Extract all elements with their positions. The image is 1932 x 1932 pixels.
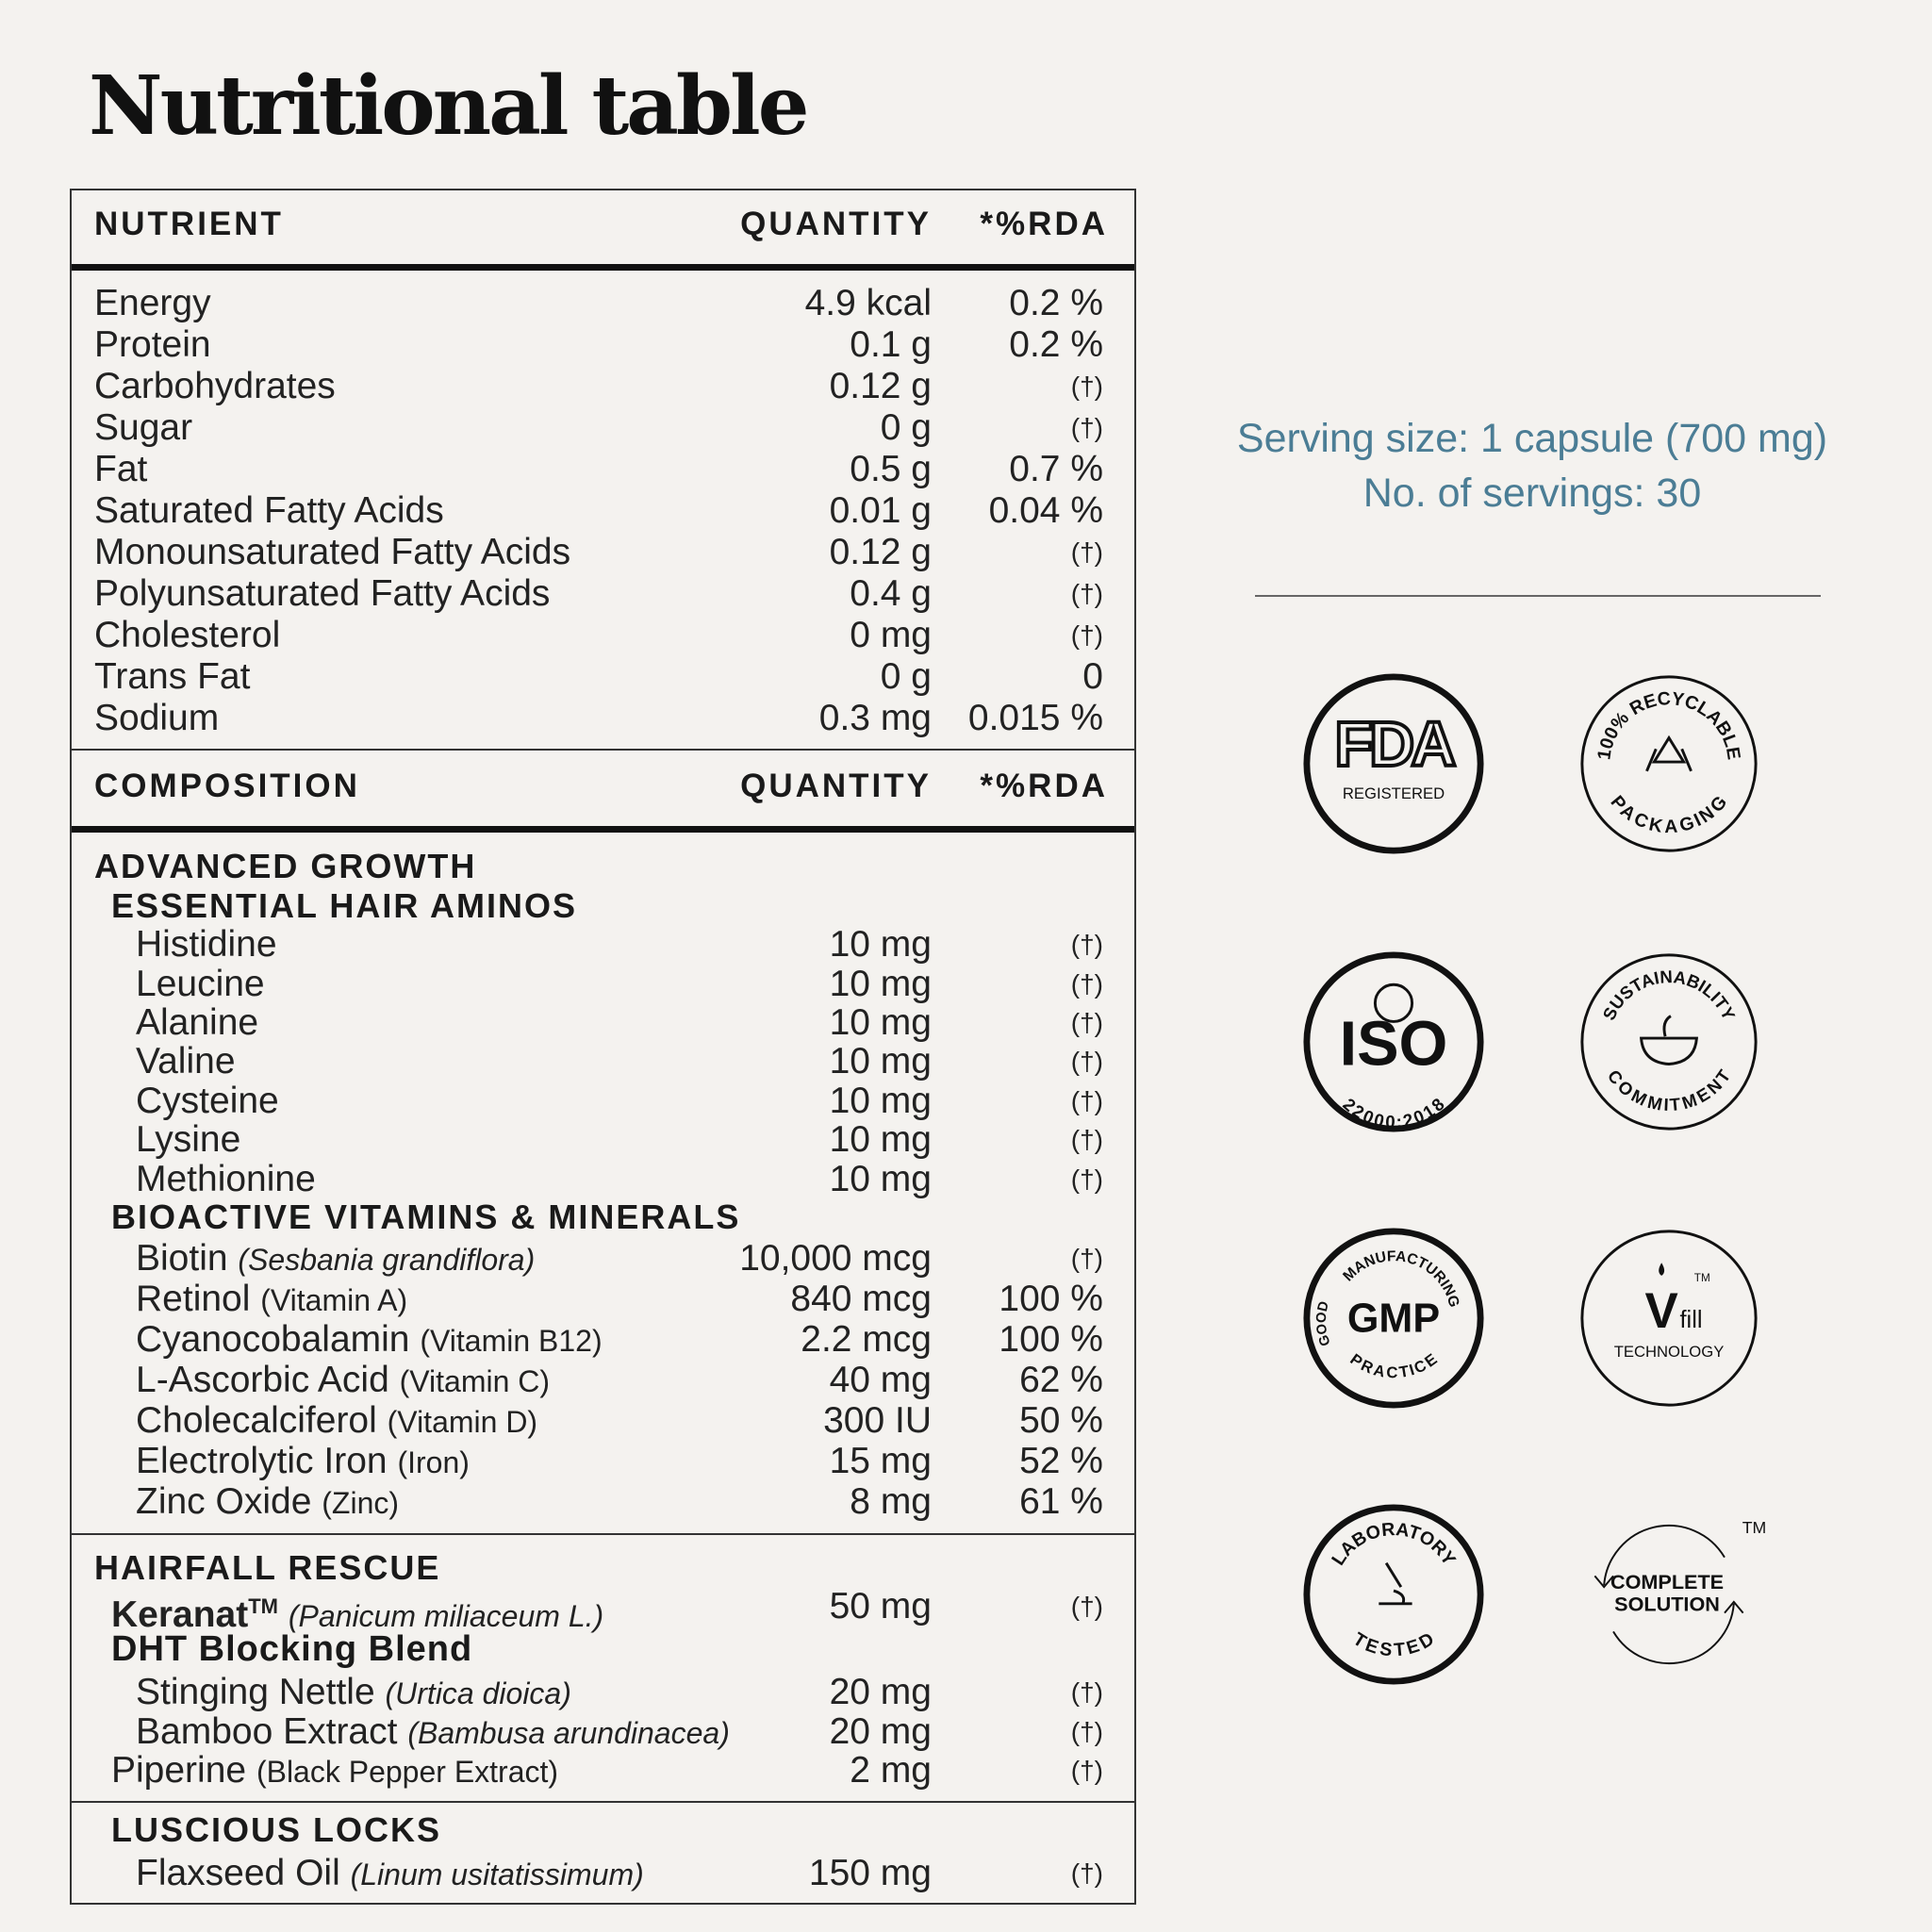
serving-info [1226,411,1839,520]
servings-count: No. of servings: 30 [1362,471,1702,516]
table-row: Electrolytic Iron (Iron) 15 mg 52 % [136,1441,1103,1481]
svg-text:22000:2018: 22000:2018 [1339,1094,1448,1132]
section-divider [72,1533,1134,1535]
table-row: Monounsaturated Fatty Acids 0.12 g (†) [94,532,1103,572]
table-row: Fat 0.5 g 0.7 % [94,449,1103,489]
svg-text:PRACTICE: PRACTICE [1346,1349,1441,1382]
section-title-advanced-growth: ADVANCED GROWTH [94,847,477,885]
table-row: Stinging Nettle (Urtica dioica) 20 mg (†) [136,1672,1103,1712]
composition-header-rda: *%RDA [980,768,1108,804]
svg-text:TM: TM [1693,1271,1710,1284]
section-title-hairfall-rescue: HAIRFALL RESCUE [94,1548,441,1587]
table-row: Alanine 10 mg (†) [136,1002,1103,1043]
svg-text:FDA: FDA [1334,709,1453,780]
table-row: Lysine 10 mg (†) [136,1119,1103,1160]
header-divider [72,264,1134,271]
table-row: Carbohydrates 0.12 g (†) [94,366,1103,406]
table-row: Saturated Fatty Acids 0.01 g 0.04 % [94,490,1103,531]
nutrition-table [70,189,1136,1905]
nutrient-header-quantity: QUANTITY [740,206,932,242]
svg-text:V: V [1644,1282,1678,1339]
table-row: L-Ascorbic Acid (Vitamin C) 40 mg 62 % [136,1360,1103,1400]
mortar-bowl-icon [1642,1016,1697,1065]
section-title-luscious-locks: LUSCIOUS LOCKS [111,1810,442,1849]
svg-text:SUSTAINABILITY: SUSTAINABILITY [1598,966,1740,1024]
laboratory-tested-badge [1301,1502,1486,1687]
table-row: Polyunsaturated Fatty Acids 0.4 g (†) [94,573,1103,614]
svg-text:PACKAGING: PACKAGING [1606,791,1732,838]
table-row: Sugar 0 g (†) [94,407,1103,448]
section-divider [72,1801,1134,1803]
svg-text:SOLUTION: SOLUTION [1614,1592,1720,1616]
subsection-title-aminos: ESSENTIAL HAIR AMINOS [111,886,578,925]
iso-certified-badge [1301,949,1486,1134]
table-row: Methionine 10 mg (†) [136,1159,1103,1199]
table-row: Bamboo Extract (Bambusa arundinacea) 20 mg (†) [136,1711,1103,1752]
composition-header-quantity: QUANTITY [740,768,932,804]
nutrient-header-name: NUTRIENT [94,206,284,242]
table-row: Sodium 0.3 mg 0.015 % [94,698,1103,738]
svg-text:fill: fill [1679,1306,1703,1333]
complete-solution-badge [1558,1483,1780,1706]
table-row: Keranat™ (Panicum miliaceum L.) 50 mg (†) [111,1586,1103,1635]
vfill-technology-badge [1577,1226,1761,1411]
nutrient-header-rda: *%RDA [980,206,1108,242]
nutrient-header [72,190,1134,266]
svg-text:GOOD: GOOD [1313,1299,1334,1348]
table-row: Leucine 10 mg (†) [136,964,1103,1004]
table-row: Biotin (Sesbania grandiflora) 10,000 mcg (†) [136,1238,1103,1279]
svg-text:ISO: ISO [1339,1009,1448,1080]
svg-text:COMMITMENT: COMMITMENT [1603,1065,1735,1115]
svg-text:MANUFACTURING: MANUFACTURING [1340,1248,1462,1310]
svg-text:TESTED: TESTED [1348,1628,1438,1661]
table-row: Trans Fat 0 g 0 [94,656,1103,697]
table-row: Cyanocobalamin (Vitamin B12) 2.2 mcg 100 % [136,1319,1103,1360]
sustainability-badge [1577,949,1761,1134]
table-row: Zinc Oxide (Zinc) 8 mg 61 % [136,1481,1103,1522]
fda-registered-badge [1301,671,1486,856]
table-row: Flaxseed Oil (Linum usitatissimum) 150 mg (†) [136,1853,1103,1893]
subsection-title-dht: DHT Blocking Blend [111,1629,473,1669]
table-row: Valine 10 mg (†) [136,1041,1103,1082]
table-row: Energy 4.9 kcal 0.2 % [94,283,1103,323]
drop-icon [1659,1263,1664,1276]
composition-header-name: COMPOSITION [94,768,360,804]
recyclable-packaging-badge [1577,671,1761,856]
table-row: Cysteine 10 mg (†) [136,1081,1103,1121]
svg-text:REGISTERED: REGISTERED [1342,784,1445,803]
svg-text:COMPLETE: COMPLETE [1610,1570,1725,1594]
svg-text:100% RECYCLABLE: 100% RECYCLABLE [1593,687,1744,762]
recycle-icon [1646,738,1691,771]
table-row: Piperine (Black Pepper Extract) 2 mg (†) [111,1750,1103,1791]
microscope-icon [1379,1563,1412,1604]
header-divider [72,826,1134,833]
serving-size: Serving size: 1 capsule (700 mg) [1236,416,1828,461]
gmp-badge [1301,1226,1486,1411]
section-divider [72,749,1134,751]
svg-text:TECHNOLOGY: TECHNOLOGY [1613,1343,1725,1362]
composition-header [72,752,1134,828]
svg-text:LABORATORY: LABORATORY [1328,1518,1460,1570]
svg-text:GMP: GMP [1346,1296,1441,1342]
table-row: Cholecalciferol (Vitamin D) 300 IU 50 % [136,1400,1103,1441]
table-row: Retinol (Vitamin A) 840 mcg 100 % [136,1279,1103,1319]
page-title: Nutritional table [89,58,807,154]
divider [1255,595,1821,597]
table-row: Histidine 10 mg (†) [136,924,1103,965]
svg-text:TM: TM [1742,1518,1767,1538]
table-row: Cholesterol 0 mg (†) [94,615,1103,655]
table-row: Protein 0.1 g 0.2 % [94,324,1103,365]
subsection-title-vitamins: BIOACTIVE VITAMINS & MINERALS [111,1197,741,1236]
